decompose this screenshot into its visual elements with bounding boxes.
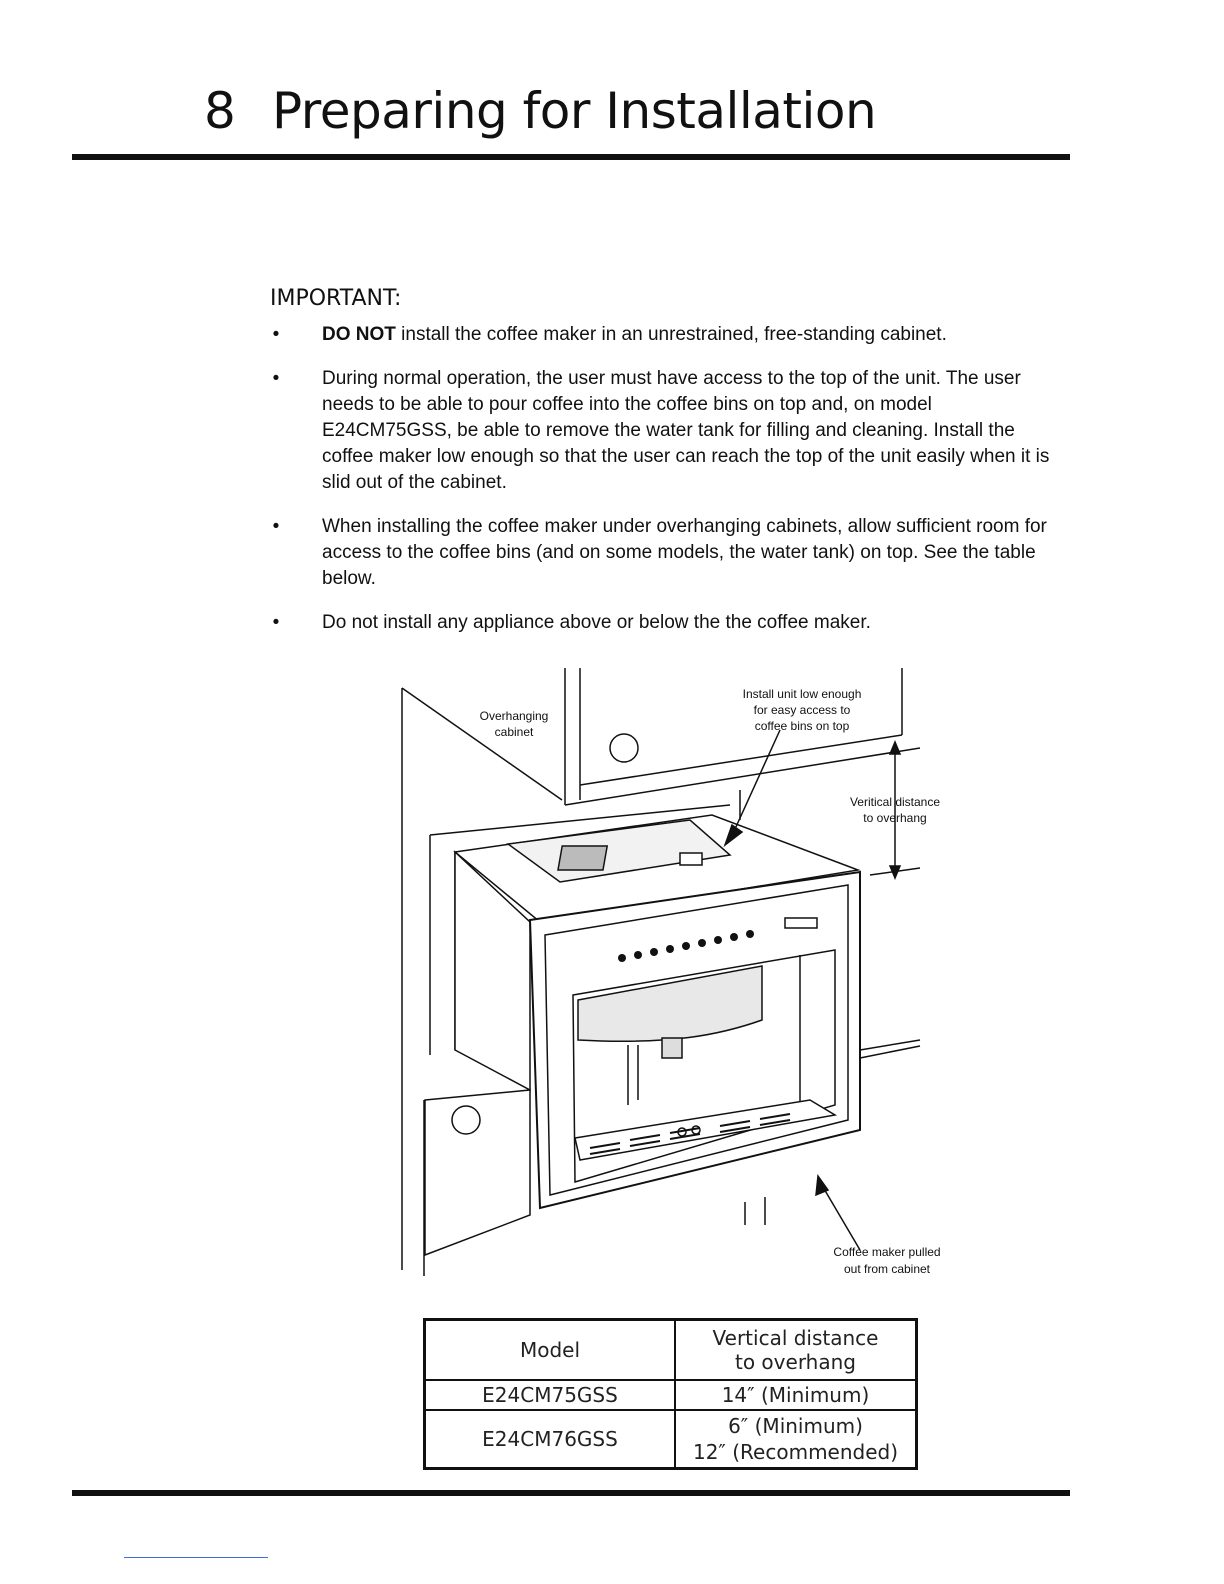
page-title: Preparing for Installation <box>272 82 877 140</box>
pulled-out-label: out from cabinet <box>843 1262 931 1276</box>
overhanging-cabinet-label: Overhanging <box>479 709 549 723</box>
bullet-icon: • <box>272 612 280 633</box>
distance-line: 6″ (Minimum) <box>728 1414 863 1438</box>
model-cell: E24CM76GSS <box>425 1410 676 1469</box>
chapter-number: 8 <box>204 82 236 140</box>
bullet-icon: • <box>272 324 280 345</box>
vertical-distance-label: to overhang <box>863 811 927 825</box>
install-low-label: for easy access to <box>753 703 851 717</box>
bullet-icon: • <box>272 516 280 537</box>
install-low-label: coffee bins on top <box>754 719 850 733</box>
list-item <box>266 514 1066 592</box>
footer-divider <box>72 1490 1070 1496</box>
bullet-text: When installing the coffee maker under overhanging cabinets, allow sufficient room for access to the coffee bins (and on some models, the water tank) on top. See the table below. <box>322 516 1047 589</box>
header-distance-line: Vertical distance <box>712 1326 879 1350</box>
vertical-distance-label: Veritical distance <box>849 795 941 809</box>
bullet-text: Do not install any appliance above or below the the coffee maker. <box>322 612 871 633</box>
important-heading: IMPORTANT: <box>270 286 402 311</box>
emphasis-text: DO NOT <box>322 324 396 345</box>
bullet-text: install the coffee maker in an unrestrained, free-standing cabinet. <box>395 324 947 345</box>
header-distance <box>675 1320 917 1381</box>
distance-cell <box>675 1410 917 1469</box>
bullet-text: During normal operation, the user must have access to the top of the unit. The user needs to be able to pour coffee into the coffee bins on top and, on model E24CM75GSS, be able to remove the water tank for filling and cleaning. Install the coffee maker low enough so that the user can reach the top of the unit easily when it is slid out of the cabinet. <box>322 368 1050 493</box>
bullet-icon: • <box>272 368 280 389</box>
header-model: Model <box>425 1320 676 1381</box>
install-low-label: Install unit low enough <box>742 687 862 701</box>
list-item <box>266 366 1066 496</box>
footer-link-underline <box>124 1557 268 1558</box>
model-cell: E24CM75GSS <box>425 1380 676 1410</box>
list-item <box>266 322 1066 348</box>
header-divider <box>72 154 1070 160</box>
cabinet-knob-icon <box>610 734 638 762</box>
distance-line: 12″ (Recommended) <box>692 1440 899 1464</box>
pulled-out-label: Coffee maker pulled <box>833 1245 941 1259</box>
list-item <box>266 610 1066 636</box>
table-header-row <box>425 1320 917 1381</box>
distance-cell: 14″ (Minimum) <box>675 1380 917 1410</box>
overhang-table <box>423 1318 918 1470</box>
table-row <box>425 1410 917 1469</box>
overhanging-cabinet-label: cabinet <box>494 725 534 739</box>
installation-diagram <box>390 660 970 1290</box>
important-list <box>266 322 1066 654</box>
table-row <box>425 1380 917 1410</box>
header-distance-line: to overhang <box>735 1350 856 1374</box>
